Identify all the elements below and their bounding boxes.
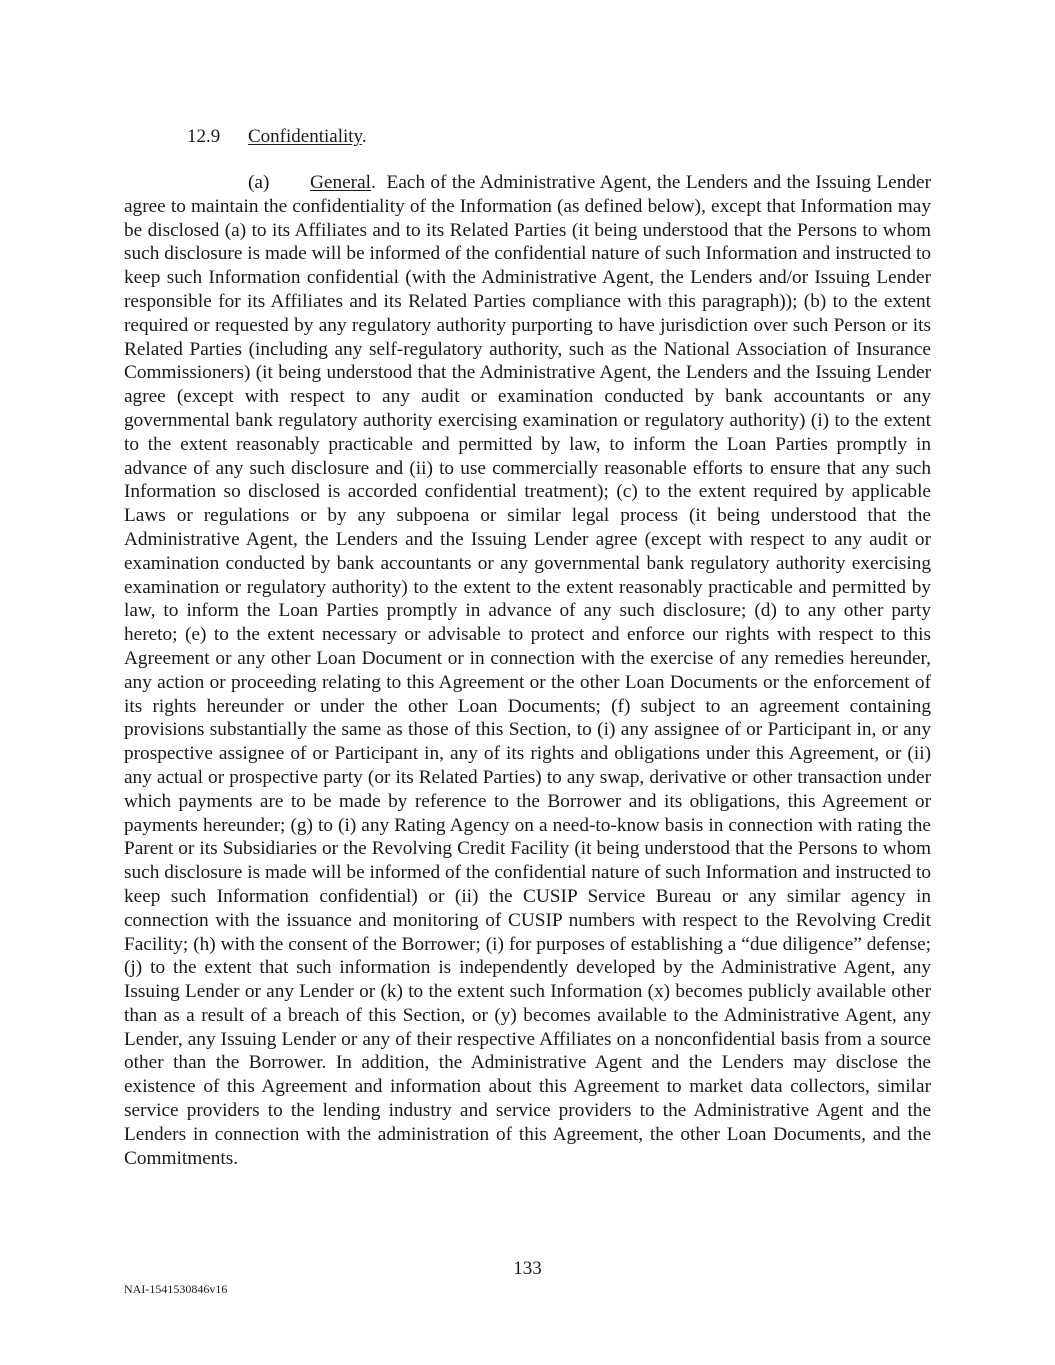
- page-number: 133: [513, 1258, 542, 1279]
- paragraph-subtitle: General: [310, 172, 372, 193]
- paragraph-general: [124, 171, 936, 1170]
- paragraph-text: Each of the Administrative Agent, the Lenders and the Issuing Lender agree to maintain the confidentiality of the Information (as defined below), except that Information may be disclosed (a) to its Affiliates and to its Related Parties (it being understood that the Persons to whom such disclosure is made will be informed of the confidential nature of such Information and instructed to keep such Information confidential (with the Administrative Agent, the Lenders and/or Issuing Lender responsible for its Affiliates and its Related Parties compliance with this paragraph)); (b) to the extent required or requested by any regulatory authority purporting to have jurisdiction over such Person or its Related Parties (including any self-regulatory authority, such as the National Association of Insurance Commissioners) (it being understood that the Administrative Agent, the Lenders and the Issuing Lender agree (except with respect to any audit or examination conducted by bank accountants or any governmental bank regulatory authority exercising examination or regulatory authority) (i) to the extent to the extent reasonably practicable and permitted by law, to inform the Loan Parties promptly in advance of any such disclosure and (ii) to use commercially reasonable efforts to ensure that any such Information so disclosed is accorded confidential treatment); (c) to the extent required by applicable Laws or regulations or by any subpoena or similar legal process (it being understood that the Administrative Agent, the Lenders and the Issuing Lender agree (except with respect to any audit or examination conducted by bank accountants or any governmental bank regulatory authority exercising examination or regulatory authority) to the extent to the extent reasonably practicable and permitted by law, to inform the Loan Parties promptly in advance of any such disclosure; (d) to any other party hereto; (e) to the extent necessary or advisable to protect and enforce our rights with respect to this Agreement or any other Loan Document or in connection with the exercise of any remedies hereunder, any action or proceeding relating to this Agreement or the other Loan Documents or the enforcement of its rights hereunder or under the other Loan Documents; (f) subject to an agreement containing provisions substantially the same as those of this Section, to (i) any assignee of or Participant in, or any prospective assignee of or Participant in, any of its rights and obligations under this Agreement, or (ii) any actual or prospective party (or its Related Parties) to any swap, derivative or other transaction under which payments are to be made by reference to the Borrower and its obligations, this Agreement or payments hereunder; (g) to (i) any Rating Agency on a need-to-know basis in connection with rating the Parent or its Subsidiaries or the Revolving Credit Facility (it being understood that the Persons to whom such disclosure is made will be informed of the confidential nature of such Information and instructed to keep such Information confidential) or (ii) the CUSIP Service Bureau or any similar agency in connection with the issuance and monitoring of CUSIP numbers with respect to the Revolving Credit Facility; (h) with the consent of the Borrower; (i) for purposes of establishing a “due diligence” defense; (j) to the extent that such information is independently developed by the Administrative Agent, any Issuing Lender or any Lender or (k) to the extent such Information (x) becomes publicly available other than as a result of a breach of this Section, or (y) becomes available to the Administrative Agent, any Lender, any Issuing Lender or any of their respective Affiliates on a nonconfidential basis from a source other than the Borrower. In addition, the Administrative Agent and the Lenders may disclose the existence of this Agreement and information about this Agreement to market data collectors, similar service providers to the lending industry and service providers to the Administrative Agent and the Lenders in connection with the administration of this Agreement, the other Loan Documents, and the Commitments.: [124, 172, 936, 1169]
- section-title-suffix: .: [361, 126, 367, 147]
- document-id: NAI-1541530846v16: [124, 1282, 228, 1296]
- paragraph-label: (a): [248, 172, 270, 193]
- section-title: Confidentiality: [248, 126, 362, 147]
- section-number: 12.9: [187, 126, 221, 147]
- section-heading: [187, 125, 367, 149]
- paragraph-subtitle-suffix: .: [371, 172, 376, 193]
